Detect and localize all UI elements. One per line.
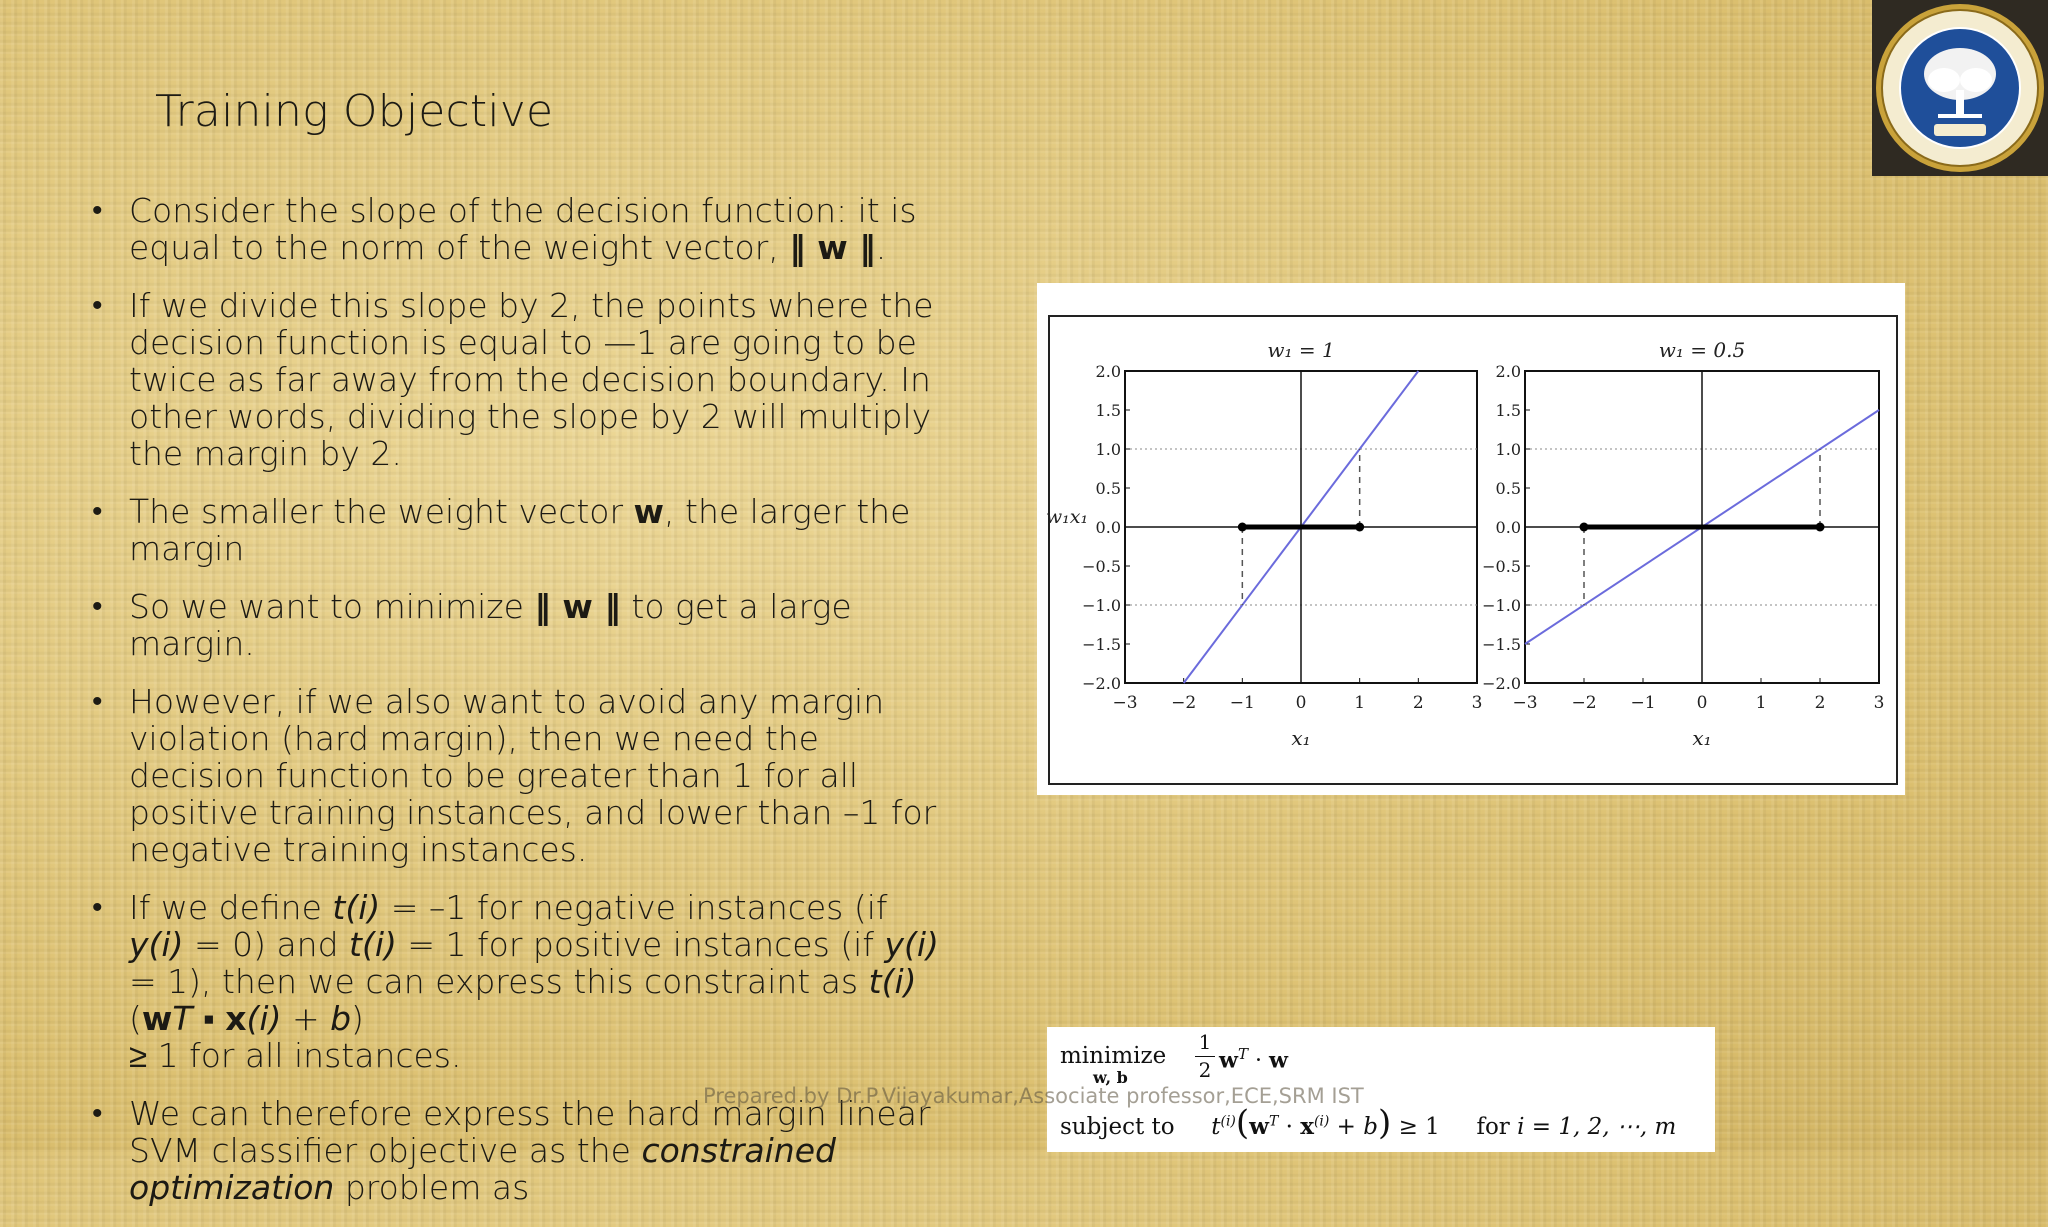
- fraction-bar: [1195, 1056, 1215, 1057]
- y-tick-label: −2.0: [1082, 674, 1121, 693]
- minimize-subscript: w, b: [1093, 1068, 1128, 1087]
- bullet-item: • We can therefore express the hard margin linear SVM classifier objective as the constrained optimization problem as: [92, 1095, 952, 1206]
- bullet-item: • If we divide this slope by 2, the points where the decision function is equal to —1 are going to be twice as far away from the decision boundary. In other words, dividing the slope by 2 will multiply the margin by 2.: [92, 287, 952, 472]
- y-tick-label: −0.5: [1482, 557, 1521, 576]
- minimize-label: minimize: [1060, 1043, 1167, 1069]
- decision-function-plots: [1037, 283, 1905, 795]
- y-tick-label: −1.0: [1482, 596, 1521, 615]
- y-tick-label: −1.5: [1482, 635, 1521, 654]
- margin-endpoint: [1355, 523, 1364, 532]
- y-tick-label: 0.0: [1495, 518, 1521, 537]
- footer-credit: Prepared by Dr.P.Vijayakumar,Associate professor,ECE,SRM IST: [703, 1084, 1364, 1108]
- bullet-item: • The smaller the weight vector w, the larger the margin: [92, 493, 952, 567]
- x-tick-label: −2: [1171, 693, 1197, 713]
- figure-panel: [1037, 283, 1905, 795]
- plot-title: w₁ = 1: [1267, 338, 1335, 362]
- x-tick-label: 3: [1873, 693, 1885, 713]
- objective-expression: $w^T \cdot w$: [1219, 1045, 1288, 1074]
- y-tick-label: 0.0: [1095, 518, 1121, 537]
- y-tick-label: −1.5: [1082, 635, 1121, 654]
- bullet-item: • If we define t(i) = –1 for negative instances (if y(i) = 0) and t(i) = 1 for positive instances (if y(i) = 1), then we can express this constraint as t(i)(wT ▪ x(i) + b) ≥ 1 for all instances.: [92, 889, 952, 1074]
- x-axis-label: x₁: [1692, 726, 1712, 750]
- x-tick-label: −3: [1112, 693, 1138, 713]
- margin-endpoint: [1580, 523, 1589, 532]
- y-axis-label: w₁x₁: [1045, 506, 1089, 528]
- x-axis-label: x₁: [1291, 726, 1311, 750]
- y-tick-label: 1.0: [1095, 440, 1121, 459]
- subject-to-label: subject to: [1060, 1114, 1175, 1140]
- x-tick-label: 0: [1295, 693, 1307, 713]
- y-tick-label: −1.0: [1082, 596, 1121, 615]
- margin-endpoint: [1238, 523, 1247, 532]
- y-tick-label: 0.5: [1495, 479, 1521, 498]
- x-tick-label: −3: [1512, 693, 1538, 713]
- x-tick-label: 0: [1696, 693, 1708, 713]
- x-tick-label: 2: [1412, 693, 1424, 713]
- x-tick-label: 3: [1471, 693, 1483, 713]
- x-tick-label: 2: [1814, 693, 1826, 713]
- y-tick-label: 2.0: [1495, 362, 1521, 381]
- x-tick-label: −1: [1630, 693, 1656, 713]
- formula-line-1: [1060, 1043, 1166, 1069]
- y-tick-label: 1.0: [1495, 440, 1521, 459]
- formula-line-2: subject to $t^{(i)}(w^T \cdot x^{(i)} + b) \ge 1$ for i = 1, 2, ⋯, m: [1060, 1103, 1677, 1143]
- plot-title: w₁ = 0.5: [1658, 338, 1746, 362]
- fraction-numerator: 1: [1198, 1030, 1212, 1054]
- bullet-item: • So we want to minimize ‖ w ‖ to get a large margin.: [92, 588, 952, 662]
- y-tick-label: 1.5: [1495, 401, 1521, 420]
- y-tick-label: −0.5: [1082, 557, 1121, 576]
- institute-logo: [1872, 0, 2048, 176]
- margin-endpoint: [1816, 523, 1825, 532]
- bullet-list: [92, 192, 952, 1227]
- y-tick-label: −2.0: [1482, 674, 1521, 693]
- fraction-denominator: 2: [1198, 1058, 1212, 1082]
- slide-title: Training Objective: [155, 86, 554, 137]
- x-tick-label: 1: [1755, 693, 1767, 713]
- y-tick-label: 1.5: [1095, 401, 1121, 420]
- y-tick-label: 0.5: [1095, 479, 1121, 498]
- x-tick-label: −1: [1229, 693, 1255, 713]
- y-tick-label: 2.0: [1095, 362, 1121, 381]
- bullet-item: • However, if we also want to avoid any margin violation (hard margin), then we need the decision function to be greater than 1 for all positive training instances, and lower than –1 for negative training instances.: [92, 683, 952, 868]
- x-tick-label: 1: [1354, 693, 1366, 713]
- bullet-item: • Consider the slope of the decision function: it is equal to the norm of the weight vector, ‖ w ‖.: [92, 192, 952, 266]
- seal-icon: [1872, 0, 2048, 176]
- x-tick-label: −2: [1571, 693, 1597, 713]
